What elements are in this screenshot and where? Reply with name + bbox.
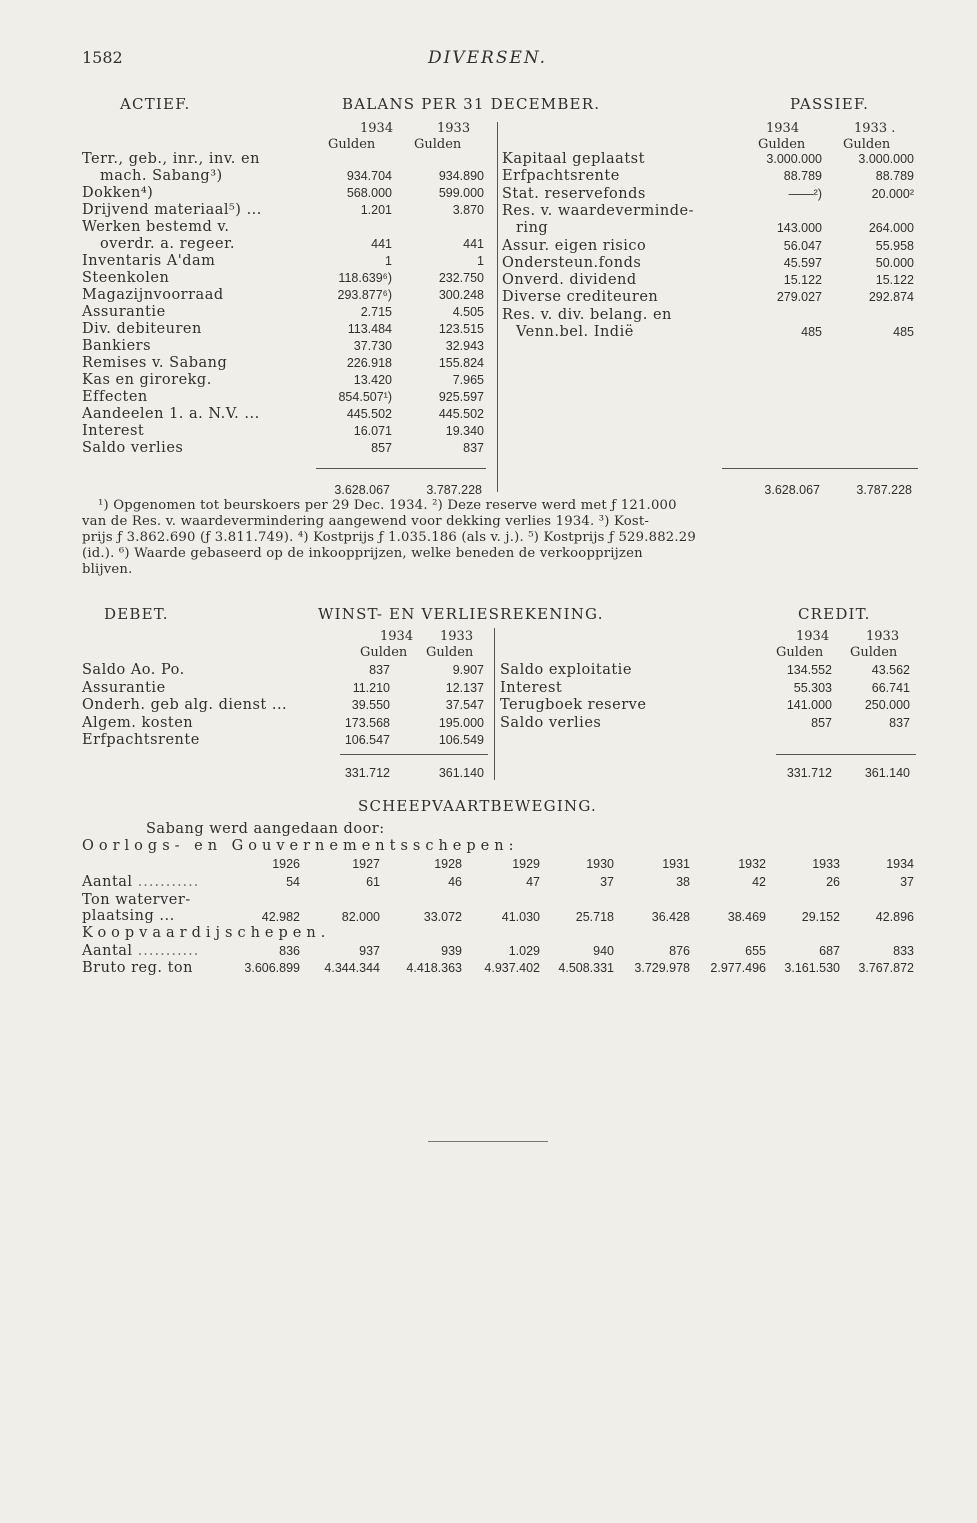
active-value-1933: 837 (463, 441, 484, 455)
ship-year: 1929 (512, 857, 540, 871)
active-label: Aandeelen 1. a. N.V. ... (82, 406, 260, 422)
ship-year: 1932 (738, 857, 766, 871)
navy-ton-label-2: plaatsing ... (82, 908, 175, 924)
active-value-1933: 7.965 (452, 373, 484, 387)
ship-year: 1927 (352, 857, 380, 871)
active-label: Remises v. Sabang (82, 355, 228, 371)
navy-ton-value: 42.896 (875, 910, 914, 924)
active-value-1933: 32.943 (445, 339, 484, 353)
year-1934-left: 1934 (360, 121, 394, 136)
active-value-1933: 232.750 (438, 271, 484, 285)
passive-value-1934: 485 (801, 325, 822, 339)
passive-label: Kapitaal geplaatst (502, 151, 645, 167)
debit-label: Erfpachtsrente (82, 732, 200, 748)
shipping-intro: Sabang werd aangedaan door: (146, 821, 385, 837)
debit-label: Saldo Ao. Po. (82, 662, 185, 678)
navy-ton-value: 41.030 (501, 910, 540, 924)
passief-heading: PASSIEF. (790, 95, 870, 113)
pl-divider (494, 628, 495, 780)
merchant-count-value: 836 (279, 944, 300, 958)
total-right-1934: 3.628.067 (764, 483, 820, 497)
balance-divider (497, 122, 498, 492)
active-value-1934: 2.715 (360, 305, 392, 319)
active-label: Bankiers (82, 338, 152, 354)
passive-value-1933: 485 (893, 325, 914, 339)
pl-total-right-1933: 361.140 (864, 766, 910, 780)
merchant-ton-value: 2.977.496 (710, 961, 766, 975)
active-label: Kas en girorekg. (82, 372, 212, 388)
active-label: Interest (82, 423, 145, 439)
passive-label: Venn.bel. Indië (516, 324, 634, 340)
active-label: Div. debiteuren (82, 321, 202, 337)
merchant-count-value: 687 (819, 944, 840, 958)
passive-label: Diverse crediteuren (502, 289, 659, 305)
debit-value-1934: 39.550 (351, 698, 390, 712)
active-value-1934: 13.420 (353, 373, 392, 387)
credit-value-1934: 857 (811, 716, 832, 730)
active-value-1934: 1 (385, 254, 392, 268)
page-number: 1582 (82, 48, 123, 67)
passive-value-1934: 279.027 (776, 290, 822, 304)
pl-unit-left-1: Gulden (360, 645, 408, 660)
active-value-1934: 934.704 (346, 169, 392, 183)
end-rule (428, 1141, 548, 1142)
merchant-count-value: 833 (893, 944, 914, 958)
active-value-1933: 925.597 (438, 390, 484, 404)
total-left-1934: 3.628.067 (334, 483, 390, 497)
actief-heading: ACTIEF. (120, 95, 191, 113)
active-value-1934: 441 (371, 237, 392, 251)
passive-label: Stat. reservefonds (502, 186, 646, 202)
total-rule-left (316, 468, 486, 469)
passive-value-1933: 3.000.000 (858, 152, 914, 166)
navy-count-value: 54 (286, 875, 300, 889)
active-value-1933: 441 (463, 237, 484, 251)
debit-value-1933: 12.137 (445, 681, 484, 695)
active-value-1934: 1.201 (360, 203, 392, 217)
pl-year-1934-left: 1934 (380, 629, 414, 644)
active-value-1934: 857 (371, 441, 392, 455)
unit-left-2: Gulden (414, 137, 462, 152)
merchant-heading: Koopvaardijschepen. (82, 925, 331, 941)
passive-label: ring (516, 220, 549, 236)
merchant-ton-value: 4.937.402 (484, 961, 540, 975)
active-value-1934: 113.484 (347, 322, 392, 336)
passive-value-1933: 50.000 (875, 256, 914, 270)
active-value-1933: 445.502 (438, 407, 484, 421)
pl-total-right-1934: 331.712 (786, 766, 832, 780)
active-value-1933: 599.000 (438, 186, 484, 200)
active-label: Effecten (82, 389, 148, 405)
active-label: Inventaris A'dam (82, 253, 216, 269)
unit-left-1: Gulden (328, 137, 376, 152)
merchant-ton-value: 4.344.344 (324, 961, 380, 975)
credit-label: Terugboek reserve (500, 697, 647, 713)
active-value-1933: 123.515 (438, 322, 484, 336)
footnote-line: (id.). ⁶) Waarde gebaseerd op de inkoopprijzen, welke beneden de verkoopprijzen (82, 546, 643, 561)
credit-label: Saldo exploitatie (500, 662, 632, 678)
ship-year: 1933 (812, 857, 840, 871)
total-right-1933: 3.787.228 (856, 483, 912, 497)
debit-value-1934: 11.210 (352, 681, 390, 695)
merchant-count-value: 1.029 (508, 944, 540, 958)
credit-value-1933: 66.741 (871, 681, 910, 695)
credit-value-1934: 134.552 (786, 663, 832, 677)
debet-heading: DEBET. (104, 605, 169, 623)
passive-value-1933: 88.789 (875, 169, 914, 183)
navy-count-value: 38 (676, 875, 690, 889)
passive-value-1934: 88.789 (783, 169, 822, 183)
active-label: Magazijnvoorraad (82, 287, 224, 303)
footnote-line: prijs ƒ 3.862.690 (ƒ 3.811.749). ⁴) Kostprijs ƒ 1.035.186 (als v. j.). ⁵) Kostprijs ƒ 529.882.29 (82, 530, 696, 545)
debit-value-1933: 106.549 (438, 733, 484, 747)
active-value-1933: 3.870 (452, 203, 484, 217)
shipping-title: SCHEEPVAARTBEWEGING. (358, 797, 597, 815)
merchant-count-value: 939 (441, 944, 462, 958)
navy-ton-value: 29.152 (801, 910, 840, 924)
debit-value-1933: 37.547 (445, 698, 484, 712)
ship-year: 1931 (662, 857, 690, 871)
active-label: Saldo verlies (82, 440, 184, 456)
page-title: DIVERSEN. (428, 48, 548, 68)
active-label: overdr. a. regeer. (100, 236, 236, 252)
navy-count-value: 46 (448, 875, 462, 889)
active-label: Werken bestemd v. (82, 219, 230, 235)
navy-count-value: 37 (600, 875, 614, 889)
active-label: mach. Sabang³) (100, 168, 223, 184)
passive-label: Res. v. div. belang. en (502, 307, 672, 323)
credit-label: Interest (500, 680, 563, 696)
passive-value-1933: 264.000 (868, 221, 914, 235)
credit-heading: CREDIT. (798, 605, 871, 623)
active-value-1933: 934.890 (438, 169, 484, 183)
navy-ton-value: 82.000 (341, 910, 380, 924)
pl-title: WINST- EN VERLIESREKENING. (318, 605, 604, 623)
navy-ton-value: 25.718 (575, 910, 614, 924)
pl-total-rule-left (340, 754, 488, 755)
merchant-ton-value: 3.767.872 (858, 961, 914, 975)
navy-ton-value: 36.428 (651, 910, 690, 924)
pl-year-1934-right: 1934 (796, 629, 830, 644)
unit-right-1: Gulden (758, 137, 806, 152)
passive-value-1934: 143.000 (776, 221, 822, 235)
merchant-count-value: 940 (593, 944, 614, 958)
passive-value-1933: 292.874 (868, 290, 914, 304)
merchant-count-value: 655 (745, 944, 766, 958)
pl-total-rule-right (776, 754, 916, 755)
passive-label: Assur. eigen risico (502, 238, 647, 254)
navy-count-value: 42 (752, 875, 766, 889)
passive-value-1934: 45.597 (783, 256, 822, 270)
active-label: Dokken⁴) (82, 185, 154, 201)
credit-value-1934: 55.303 (793, 681, 832, 695)
active-value-1934: 293.877⁶) (337, 288, 392, 302)
passive-label: Ondersteun.fonds (502, 255, 642, 271)
active-label: Steenkolen (82, 270, 170, 286)
ship-year: 1934 (886, 857, 914, 871)
merchant-ton-value: 3.606.899 (244, 961, 300, 975)
ship-year: 1930 (586, 857, 614, 871)
credit-value-1933: 837 (889, 716, 910, 730)
passive-value-1933: 20.000² (871, 187, 914, 201)
active-value-1934: 118.639⁶) (338, 271, 392, 285)
active-value-1934: 854.507¹) (338, 390, 392, 404)
passive-value-1933: 55.958 (875, 239, 914, 253)
active-value-1934: 226.918 (346, 356, 392, 370)
year-1934-right: 1934 (766, 121, 800, 136)
navy-count-value: 61 (366, 875, 380, 889)
pl-total-left-1933: 361.140 (438, 766, 484, 780)
balance-title: BALANS PER 31 DECEMBER. (342, 95, 601, 113)
active-value-1933: 4.505 (452, 305, 484, 319)
merchant-ton-value: 3.161.530 (784, 961, 840, 975)
active-value-1934: 16.071 (353, 424, 392, 438)
navy-ton-value: 42.982 (261, 910, 300, 924)
merchant-count-value: 937 (359, 944, 380, 958)
unit-right-2: Gulden (843, 137, 891, 152)
active-label: Drijvend materiaal⁵) ... (82, 202, 262, 218)
ship-year: 1928 (434, 857, 462, 871)
active-label: Terr., geb., inr., inv. en (82, 151, 260, 167)
footnote-line: ¹) Opgenomen tot beurskoers per 29 Dec. 1934. ²) Deze reserve werd met ƒ 121.000 (98, 498, 677, 513)
active-value-1933: 19.340 (445, 424, 484, 438)
navy-ton-value: 38.469 (727, 910, 766, 924)
navy-ton-label-1: Ton waterver- (82, 892, 191, 908)
passive-label: Onverd. dividend (502, 272, 637, 288)
passive-value-1934: 56.047 (783, 239, 822, 253)
passive-label: Erfpachtsrente (502, 168, 620, 184)
footnote-line: blijven. (82, 562, 133, 577)
active-label: Assurantie (82, 304, 166, 320)
debit-value-1934: 173.568 (344, 716, 390, 730)
debit-value-1934: 837 (369, 663, 390, 677)
merchant-ton-label: Bruto reg. ton (82, 960, 193, 976)
pl-year-1933-right: 1933 (866, 629, 900, 644)
pl-total-left-1934: 331.712 (344, 766, 390, 780)
navy-count-value: 26 (826, 875, 840, 889)
total-left-1933: 3.787.228 (426, 483, 482, 497)
credit-value-1933: 250.000 (864, 698, 910, 712)
merchant-ton-value: 4.418.363 (406, 961, 462, 975)
credit-value-1934: 141.000 (786, 698, 832, 712)
debit-label: Algem. kosten (82, 715, 194, 731)
merchant-ton-value: 4.508.331 (558, 961, 614, 975)
debit-value-1933: 9.907 (452, 663, 484, 677)
passive-value-1933: 15.122 (875, 273, 914, 287)
debit-label: Onderh. geb alg. dienst ... (82, 697, 288, 713)
navy-heading: Oorlogs- en Gouvernementsschepen: (82, 838, 519, 854)
active-value-1933: 155.824 (438, 356, 484, 370)
active-value-1933: 1 (477, 254, 484, 268)
merchant-ton-value: 3.729.978 (634, 961, 690, 975)
credit-label: Saldo verlies (500, 715, 602, 731)
year-1933-right: 1933 . (854, 121, 896, 136)
merchant-count-value: 876 (669, 944, 690, 958)
pl-year-1933-left: 1933 (440, 629, 474, 644)
navy-count-label: Aantal ........... (82, 874, 200, 890)
pl-unit-right-1: Gulden (776, 645, 824, 660)
navy-ton-value: 33.072 (423, 910, 462, 924)
active-value-1933: 300.248 (438, 288, 484, 302)
passive-value-1934: ——²) (788, 187, 822, 201)
active-value-1934: 445.502 (346, 407, 392, 421)
total-rule-right (722, 468, 918, 469)
debit-label: Assurantie (82, 680, 166, 696)
footnote-line: van de Res. v. waardevermindering aangewend voor dekking verlies 1934. ³) Kost- (82, 514, 649, 529)
passive-value-1934: 15.122 (783, 273, 822, 287)
navy-count-value: 47 (526, 875, 540, 889)
active-value-1934: 568.000 (346, 186, 392, 200)
pl-unit-right-2: Gulden (850, 645, 898, 660)
debit-value-1934: 106.547 (344, 733, 390, 747)
ship-year: 1926 (272, 857, 300, 871)
credit-value-1933: 43.562 (871, 663, 910, 677)
debit-value-1933: 195.000 (438, 716, 484, 730)
passive-label: Res. v. waardeverminde- (502, 203, 695, 219)
year-1933-left: 1933 (437, 121, 471, 136)
merchant-count-label: Aantal ........... (82, 943, 200, 959)
passive-value-1934: 3.000.000 (766, 152, 822, 166)
active-value-1934: 37.730 (353, 339, 392, 353)
pl-unit-left-2: Gulden (426, 645, 474, 660)
navy-count-value: 37 (900, 875, 914, 889)
